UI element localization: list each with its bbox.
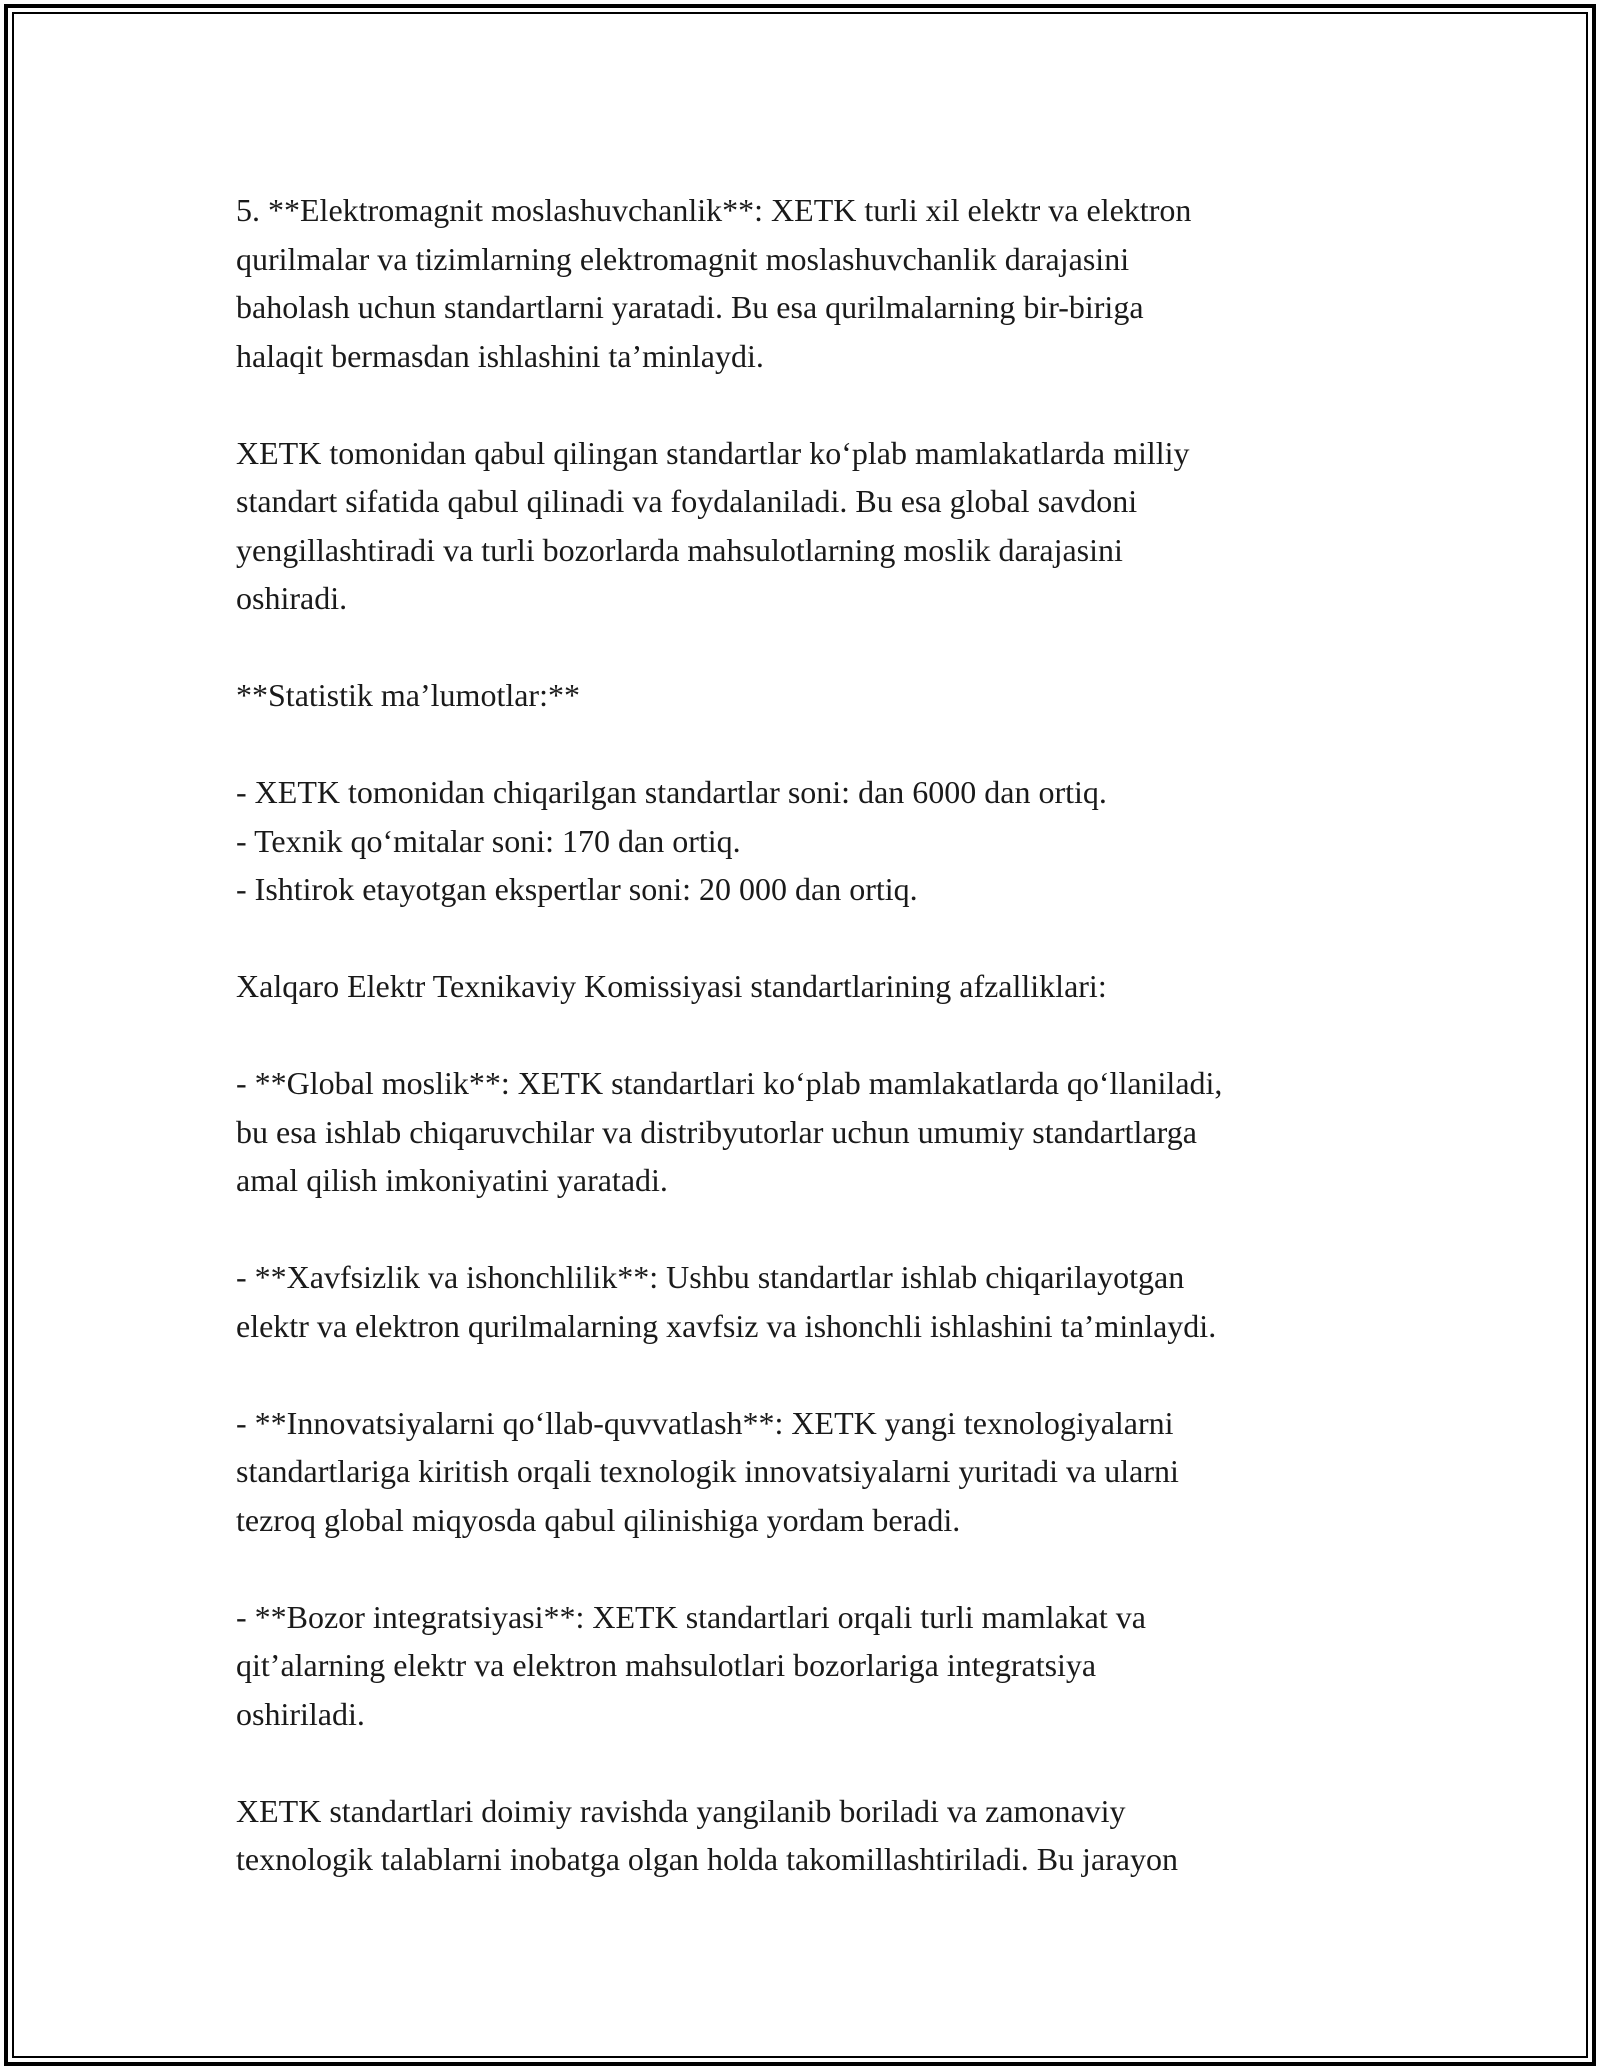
text-line: XETK tomonidan qabul qilingan standartlar ko‘plab mamlakatlarda milliy	[236, 434, 1190, 471]
advantages-heading	[236, 962, 1396, 1011]
text-line: XETK standartlari doimiy ravishda yangilanib boriladi va zamonaviy	[236, 1792, 1126, 1829]
text-line: - **Xavfsizlik va ishonchlilik**: Ushbu standartlar ishlab chiqarilayotgan	[236, 1259, 1185, 1295]
statistics-heading	[236, 671, 1396, 720]
advantage-innovation-support	[236, 1399, 1396, 1545]
text-line: texnologik talablarni inobatga olgan holda takomillashtiriladi. Bu jarayon	[236, 1841, 1178, 1877]
list-item: - XETK tomonidan chiqarilgan standartlar soni: dan 6000 dan ortiq.	[236, 774, 1107, 810]
paragraph-electromagnetic-compatibility	[236, 186, 1396, 380]
text-line: elektr va elektron qurilmalarning xavfsiz va ishonchli ishlashini ta’minlaydi.	[236, 1307, 1217, 1344]
text-line: Xalqaro Elektr Texnikaviy Komissiyasi standartlarining afzalliklari:	[236, 968, 1107, 1004]
text-line: 5. **Elektromagnit moslashuvchanlik**: XETK turli xil elektr va elektron	[236, 192, 1192, 228]
advantage-safety-reliability	[236, 1253, 1396, 1350]
advantage-global-compatibility	[236, 1059, 1396, 1205]
statistics-list	[236, 768, 1396, 914]
document-body	[236, 186, 1396, 1884]
list-item: - Ishtirok etayotgan ekspertlar soni: 20 000 dan ortiq.	[236, 871, 918, 907]
text-line: - **Innovatsiyalarni qo‘llab-quvvatlash**: XETK yangi texnologiyalarni	[236, 1404, 1174, 1441]
text-line: amal qilish imkoniyatini yaratadi.	[236, 1162, 668, 1198]
paragraph-standards-updates	[236, 1787, 1396, 1884]
advantage-market-integration	[236, 1593, 1396, 1739]
text-line: - **Global moslik**: XETK standartlari ko‘plab mamlakatlarda qo‘llaniladi,	[236, 1065, 1223, 1101]
paragraph-standards-adoption	[236, 429, 1396, 623]
text-line: - **Bozor integratsiyasi**: XETK standartlari orqali turli mamlakat va	[236, 1598, 1146, 1635]
text-line: standart sifatida qabul qilinadi va foydalaniladi. Bu esa global savdoni	[236, 483, 1138, 519]
text-line: tezroq global miqyosda qabul qilinishiga yordam beradi.	[236, 1501, 961, 1538]
text-line: baholash uchun standartlarni yaratadi. Bu esa qurilmalarning bir-biriga	[236, 289, 1144, 325]
text-line: **Statistik ma’lumotlar:**	[236, 677, 580, 713]
text-line: yengillashtiradi va turli bozorlarda mahsulotlarning moslik darajasini	[236, 531, 1123, 568]
text-line: standartlariga kiritish orqali texnologik innovatsiyalarni yuritadi va ularni	[236, 1453, 1179, 1489]
list-item: - Texnik qo‘mitalar soni: 170 dan ortiq.	[236, 822, 741, 859]
text-line: halaqit bermasdan ishlashini ta’minlaydi.	[236, 337, 764, 374]
text-line: qit’alarning elektr va elektron mahsulotlari bozorlariga integratsiya	[236, 1647, 1097, 1683]
text-line: oshiradi.	[236, 580, 348, 616]
text-line: qurilmalar va tizimlarning elektromagnit moslashuvchanlik darajasini	[236, 240, 1130, 277]
text-line: oshiriladi.	[236, 1695, 365, 1732]
text-line: bu esa ishlab chiqaruvchilar va distribyutorlar uchun umumiy standartlarga	[236, 1113, 1197, 1150]
